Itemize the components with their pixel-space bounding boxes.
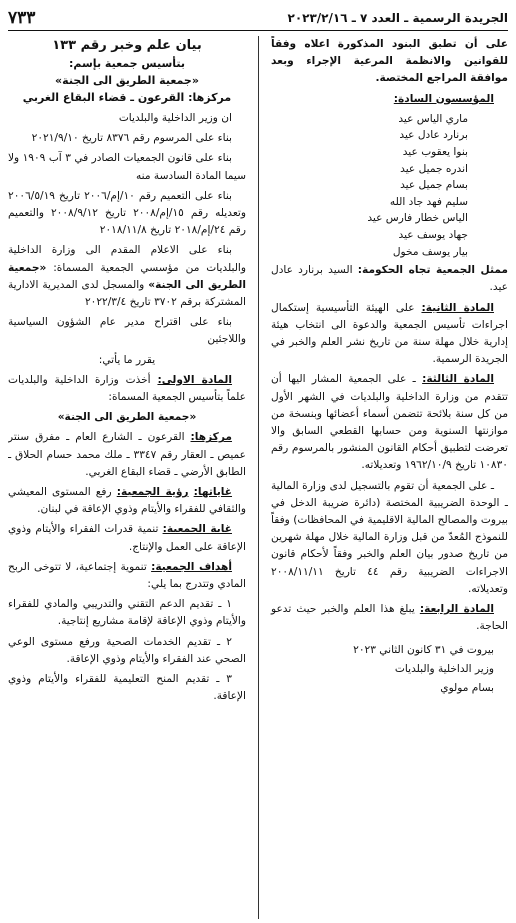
objectives-label: أهداف الجمعية: — [151, 560, 232, 573]
page-body — [8, 36, 508, 919]
page-number: ٧٣٣ — [8, 8, 36, 28]
decree-4-registration: والمسجل لدى المديرية الادارية المشتركة برقم ٣٧٠٢ تاريخ ٢٠٢٢/٣/٤ — [8, 278, 246, 309]
signature-name: بسام مولوي — [440, 682, 494, 695]
article-2-text: على الهيئة التأسيسية إستكمال اجراءات تأسيس الجمعية والدعوة الى انتخاب هيئة إدارية خلال مهلة سنة من تاريخ نشر العلم والخبر في الجريدة الرسمية. — [271, 301, 508, 366]
objective-3: ٣ ـ تقديم المنح التعليمية للفقراء والأيتام وذوي الإعاقة. — [8, 673, 246, 703]
association-name: «جمعية الطريق الى الجنة» — [55, 74, 199, 87]
objective-1: ١ ـ تقديم الدعم التقني والتدريبي والمادي للفقراء والأيتام وذوي الإعاقة لإقامة مشاريع إنتاجية. — [8, 598, 246, 628]
aim — [8, 521, 246, 555]
founder-item: اندره جميل عيد — [400, 162, 468, 175]
left-column — [8, 36, 258, 919]
representative-label: ممثل الجمعية تجاه الحكومة: — [357, 264, 508, 277]
running-title: الجريدة الرسمية ـ العدد ٧ ـ ٢٠٢٣/٢/١٦ — [287, 11, 508, 25]
aim-text: تنمية قدرات الفقراء والأيتام وذوي الإعاقة على العمل والإنتاج. — [8, 523, 246, 553]
objective-2: ٢ ـ تقديم الخدمات الصحية ورفع مستوى الوعي الصحي عند الفقراء والأيتام وذوي الإعاقة. — [8, 635, 246, 665]
representative-paragraph — [271, 262, 508, 296]
founder-item: جهاد يوسف عيد — [398, 228, 468, 241]
decides-line: يقرر ما يأتي: — [98, 353, 156, 366]
notice-title: بيان علم وخبر رقم ١٣٣ — [52, 38, 202, 53]
intro-paragraph: على أن تطبق البنود المذكورة اعلاه وفقاً للقوانين والانظمة المرعية الإجراء وبعد موافقة المراجع المختصة. — [271, 38, 508, 85]
founder-item: الياس خطار فارس عيد — [367, 212, 468, 225]
objectives — [8, 559, 246, 593]
article-3-text: ـ على الجمعية المشار اليها أن تتقدم من وزارة الداخلية والبلديات في الشهر الأول من كل سنة بلائحة تتضمن أسماء أعضائها وبنسخة من موازنتها السنوية ومن حسابها القطعي السابق والا تعرضت لتطبيق أحكام القانون المنشور بالمرسوم رقم ١٠٨٣٠ تاريخ ١٩٦٢/١٠/٩ وتعديلاته. — [271, 373, 508, 472]
article-4-label: المادة الرابعة: — [419, 603, 494, 616]
decree-3: بناء على التعميم رقم ١٠/إم/٢٠٠٦ تاريخ ٢٠٠٦/٥/١٩ وتعديله رقم ١٥/إم/٢٠٠٨ تاريخ ٢٠٠٨/٩/١٢ والتعميم رقم ٢٤/إم/٢٠١٨ تاريخ ٢٠١٨/١١/٨ — [8, 189, 246, 237]
representative-text: السيد برنارد عادل عيد. — [271, 264, 508, 294]
founders-title: المؤسسون السادة: — [393, 92, 494, 105]
article-3-label: المادة الثالثة: — [422, 373, 495, 386]
founder-item: بيار يوسف مخول — [392, 245, 468, 258]
article-3 — [271, 371, 508, 474]
signature-title: وزير الداخلية والبلديات — [394, 663, 494, 676]
minister-line: ان وزير الداخلية والبلديات — [118, 112, 232, 124]
decree-4-text: بناء على الاعلام المقدم الى وزارة الداخلية والبلديات من مؤسسي الجمعية المسماة: — [8, 244, 246, 274]
hq-text: القرعون ـ الشارع العام ـ مفرق سنتر عميص ـ العقار رقم ٣٣٤٧ ـ ملك محمد حسام الحلاق ـ الطابق الأرضي ـ قضاء البقاع الغربي. — [8, 431, 246, 478]
founder-item: برنارد عادل عيد — [399, 129, 468, 142]
article-3-tax: ـ على الجمعية أن تقوم بالتسجيل لدى وزارة المالية ـ الوحدة الضريبية المختصة (دائرة ضريبة الدخل في بيروت والمصالح المالية الاقليمية في المحافظات) وفقاً للنموذج المُعدّ من قبل وزارة المالية خلال مهلة شهرين من تاريخ صدور بيان العلم والخبر وفقاً لأحكام قانون الاجراءات الضريبية رقم ٤٤ تاريخ ٢٠٠٨/١١/١١ وتعديلاته. — [271, 479, 508, 595]
notice-subtitle: بتأسيس جمعية بإسم: — [68, 57, 186, 70]
vision-label: رؤية الجمعية: — [116, 486, 189, 499]
association-hq: مركزها: القرعون ـ قضاء البقاع الغربي — [22, 91, 232, 104]
vision-text: رفع المستوى المعيشي والثقافي للفقراء والأيتام وذوي الإعاقة في لبنان. — [8, 486, 246, 516]
article-1-label: المادة الاولى: — [157, 373, 233, 386]
association-name-2: «جمعية الطريق الى الجنة» — [57, 411, 197, 424]
article-2-label: المادة الثانية: — [421, 301, 494, 314]
page-header — [8, 6, 508, 31]
aim-label: غاية الجمعية: — [162, 523, 232, 536]
article-4 — [271, 601, 508, 635]
goals-label: غاياتها: — [193, 486, 233, 499]
decree-4-name: «جمعية الطريق الى الجنة» — [8, 261, 247, 291]
objectives-text: تنموية إجتماعية، لا تتوخى الربح المادي وتتدرج بما يلي: — [8, 560, 246, 591]
founder-item: بنوا يعقوب عيد — [402, 146, 468, 158]
founders-list — [271, 111, 508, 260]
article-1-text: أخذت وزارة الداخلية والبلديات علماً بتأسيس الجمعية المسماة: — [8, 373, 246, 404]
hq-label: مركزها: — [190, 431, 232, 444]
founder-item: سليم فهد جاد الله — [389, 195, 468, 208]
decree-4 — [8, 242, 246, 311]
signature-date: بيروت في ٣١ كانون الثاني ٢٠٢٣ — [353, 644, 494, 657]
right-column — [258, 36, 508, 919]
decree-2: بناء على قانون الجمعيات الصادر في ٣ آب ١٩٠٩ ولا سيما المادة السادسة منه — [8, 152, 246, 182]
decree-5: بناء على اقتراح مدير عام الشؤون السياسية واللاجئين — [8, 316, 246, 346]
decree-1: بناء على المرسوم رقم ٨٣٧٦ تاريخ ٢٠٢١/٩/١٠ — [31, 132, 232, 145]
founder-item: ماري الياس عيد — [398, 112, 468, 125]
founder-item: بسام جميل عيد — [400, 179, 468, 192]
article-2 — [271, 300, 508, 369]
article-1 — [8, 372, 246, 406]
article-4-text: يبلغ هذا العلم والخبر حيث تدعو الحاجة. — [271, 603, 508, 633]
goals — [8, 484, 246, 518]
hq-details — [8, 429, 246, 481]
